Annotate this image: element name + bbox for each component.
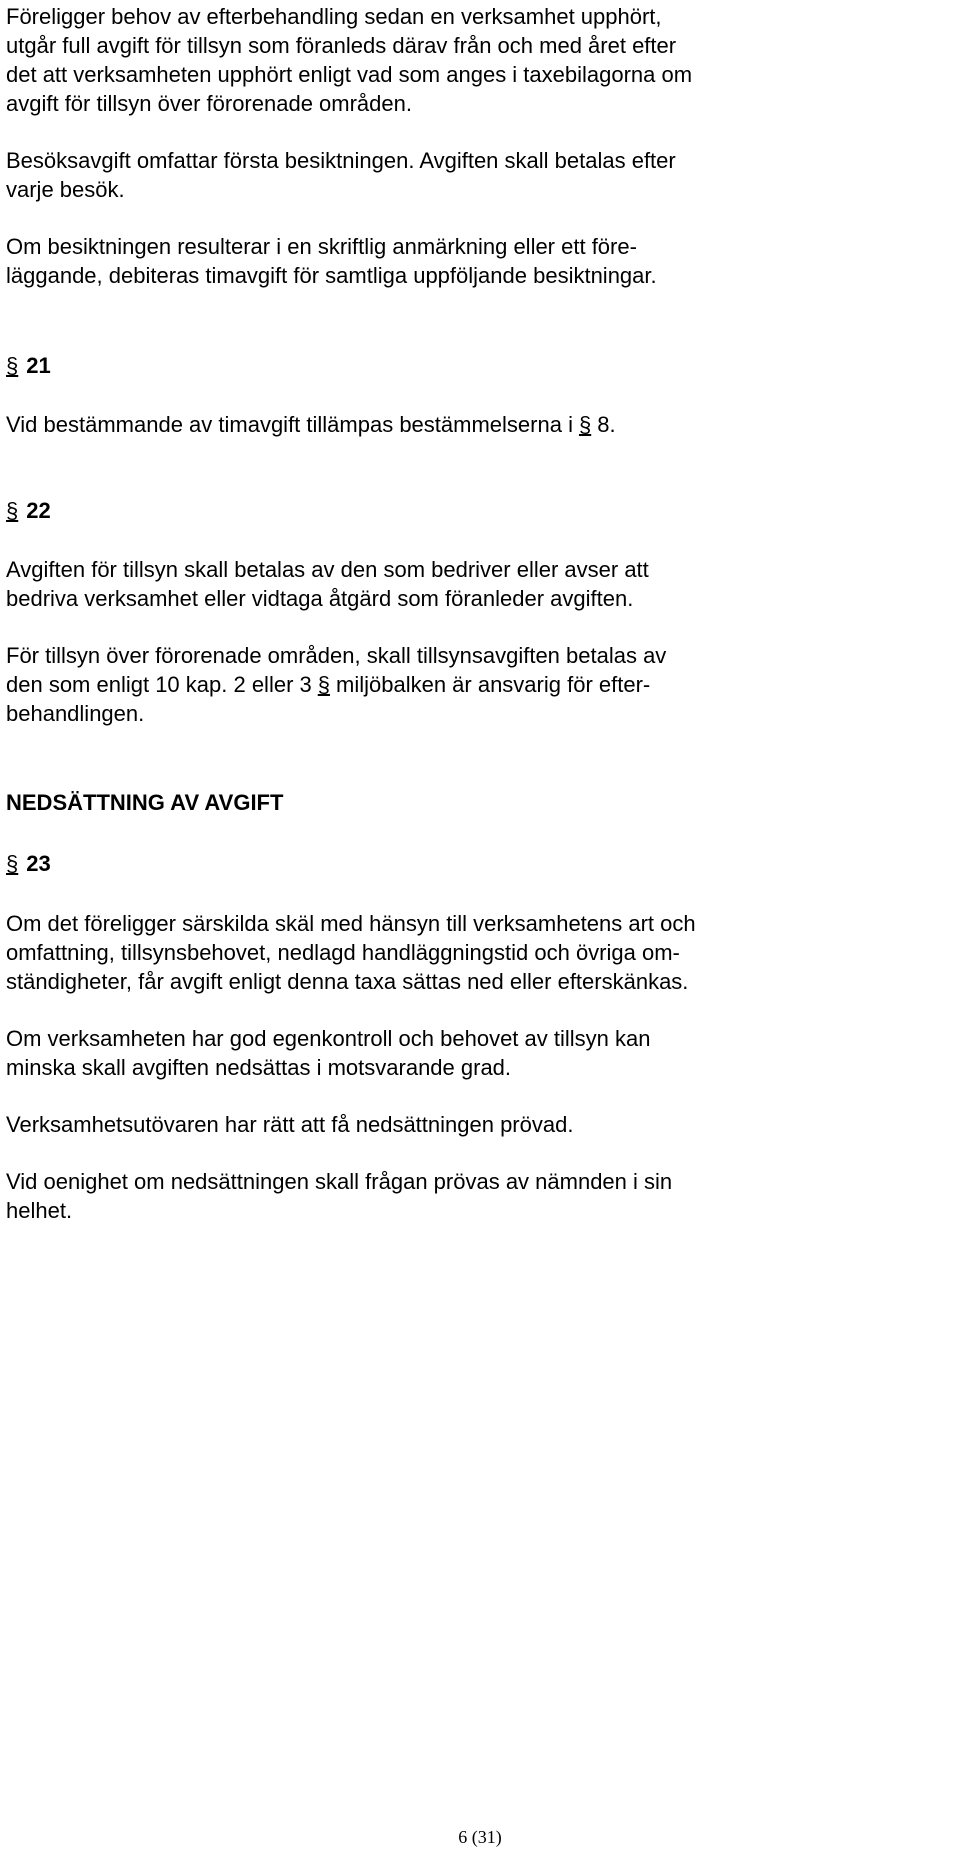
text-line: Föreligger behov av efterbehandling sedan en verksamhet upphört, [6,4,662,29]
text-line: Avgiften för tillsyn skall betalas av den som bedriver eller avser att [6,557,649,582]
section-heading-22 [6,497,51,525]
text-line: utgår full avgift för tillsyn som föranleds därav från och med året efter [6,33,677,58]
text-line: Besöksavgift omfattar första besiktningen. Avgiften skall betalas efter [6,148,676,173]
paragraph-sign: § [6,498,19,523]
paragraph-sign: § [578,412,592,437]
section-number: 22 [26,498,51,523]
text-fragment: den som enligt 10 kap. 2 eller 3 [6,672,312,697]
text-line [6,411,616,439]
text-fragment: Vid bestämmande av timavgift tillämpas bestämmelserna i [6,412,573,437]
page-number: 6 (31) [458,1827,502,1847]
text-line: Verksamhetsutövaren har rätt att få nedsättningen prövad. [6,1112,574,1137]
text-line: bedriva verksamhet eller vidtaga åtgärd som föranleder avgiften. [6,586,634,611]
text-line: Om det föreligger särskilda skäl med hänsyn till verksamhetens art och [6,911,696,936]
text-line: läggande, debiteras timavgift för samtliga uppföljande besiktningar. [6,263,657,288]
text-line: Vid oenighet om nedsättningen skall frågan prövas av nämnden i sin [6,1169,673,1194]
text-line: behandlingen. [6,701,145,726]
section-heading-21 [6,352,51,380]
section-number: 21 [26,353,51,378]
text-line: det att verksamheten upphört enligt vad som anges i taxebilagorna om [6,62,693,87]
paragraph-sign: § [6,353,19,378]
text-line [6,671,650,699]
text-line: Om besiktningen resulterar i en skriftlig anmärkning eller ett före- [6,234,637,259]
text-line: avgift för tillsyn över förorenade områden. [6,91,412,116]
text-line: varje besök. [6,177,125,202]
text-line: ständigheter, får avgift enligt denna taxa sättas ned eller efterskänkas. [6,969,689,994]
text-line: omfattning, tillsynsbehovet, nedlagd handläggningstid och övriga om- [6,940,680,965]
text-line: minska skall avgiften nedsättas i motsvarande grad. [6,1055,512,1080]
section-heading-23 [6,850,51,878]
text-fragment: 8. [597,412,616,437]
section-number: 23 [26,851,51,876]
text-line: helhet. [6,1198,73,1223]
section-title: NEDSÄTTNING AV AVGIFT [6,790,284,815]
paragraph-sign: § [317,672,330,697]
text-line: Om verksamheten har god egenkontroll och behovet av tillsyn kan [6,1026,651,1051]
text-fragment: miljöbalken är ansvarig för efter- [336,672,651,697]
paragraph-sign: § [6,851,19,876]
text-line: För tillsyn över förorenade områden, skall tillsynsavgiften betalas av [6,643,667,668]
